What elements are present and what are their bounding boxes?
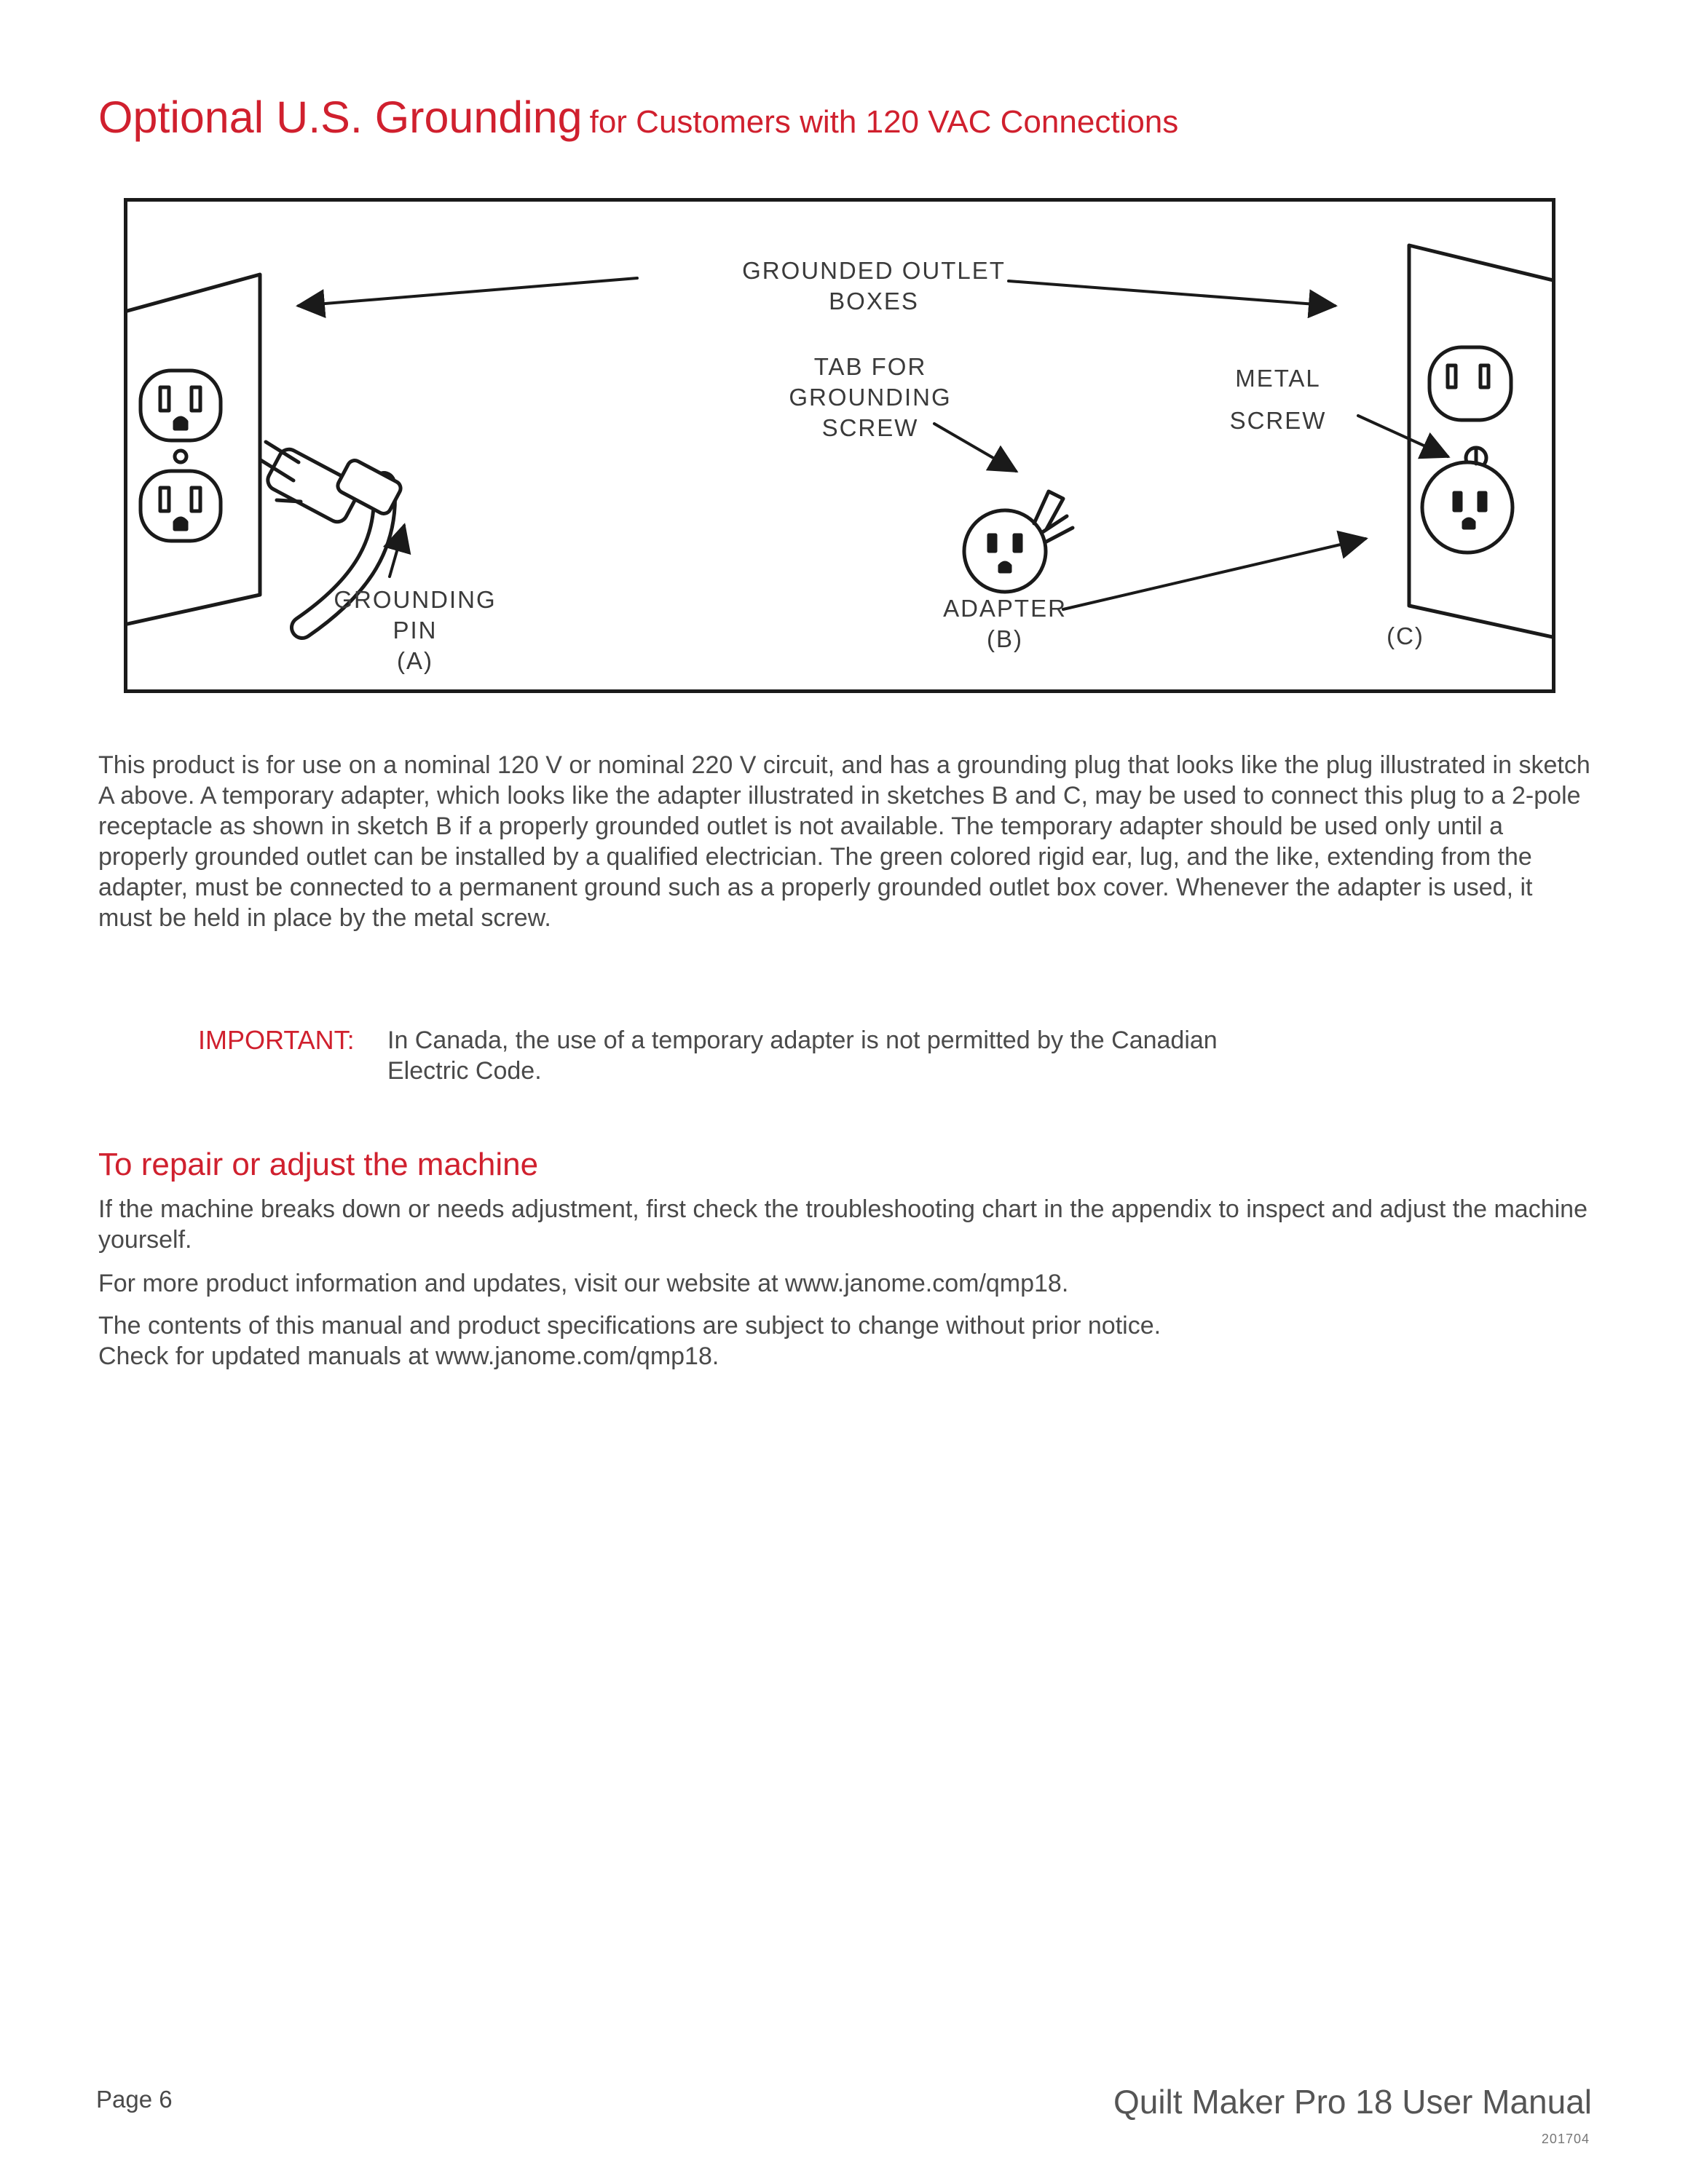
important-label: IMPORTANT: [198, 1025, 355, 1055]
repair-heading: To repair or adjust the machine [98, 1147, 539, 1182]
repair-paragraph-3-line1: The contents of this manual and product specifications are subject to change without prior notice. [98, 1312, 1162, 1340]
label-pin: PIN [393, 617, 438, 644]
figure-arrows [299, 278, 1448, 609]
outlet-left-illustration [127, 274, 260, 624]
label-sketch-a: (A) [397, 647, 433, 674]
page-title [98, 92, 1178, 143]
adapter-b-illustration [964, 491, 1073, 592]
important-text: In Canada, the use of a temporary adapter is not permitted by the Canadian Electric Code. [387, 1026, 1218, 1085]
label-tab-line3: SCREW [821, 414, 919, 441]
repair-paragraph-3 [98, 1310, 1591, 1372]
label-adapter-b [918, 593, 1092, 654]
label-tab-line1: TAB FOR [813, 353, 927, 380]
label-grounded-outlet: GROUNDED OUTLET [742, 257, 1006, 284]
document-code: 201704 [1541, 2132, 1590, 2146]
label-grounding: GROUNDING [334, 586, 497, 613]
repair-paragraph-3-line2: Check for updated manuals at www.janome.com/qmp18. [98, 1342, 719, 1370]
label-boxes: BOXES [829, 288, 919, 314]
title-main: Optional U.S. Grounding [98, 92, 583, 142]
label-grounded-outlet-boxes [710, 256, 1038, 317]
label-sketch-c: (C) [1387, 622, 1424, 649]
page-number: Page 6 [96, 2086, 173, 2113]
repair-paragraph-1: If the machine breaks down or needs adjustment, first check the troubleshooting chart in the appendix to inspect and adjust the machine yourself. [98, 1195, 1588, 1254]
manual-title: Quilt Maker Pro 18 User Manual [1113, 2083, 1592, 2121]
label-metal: METAL [1235, 365, 1321, 392]
grounding-paragraph: This product is for use on a nominal 120 V or nominal 220 V circuit, and has a grounding plug that looks like the plug illustrated in sketch A above. A temporary adapter, which looks like the adapter illustrated in sketches B and C, may be used to connect this plug to a 2-pole receptacle as shown in sketch B if a properly grounded outlet is not available. The temporary adapter should be used only until a properly grounded outlet can be installed by a qualified electrician. The green colored rigid ear, lug, and the like, extending from the adapter, must be connected to a permanent ground such as a properly grounded outlet box cover. Whenever the adapter is used, it must be held in place by the metal screw. [98, 751, 1590, 932]
label-tab-grounding-screw [725, 352, 1016, 443]
label-tab-line2: GROUNDING [789, 384, 952, 411]
label-sketch-b: (B) [987, 625, 1023, 652]
important-note [198, 1025, 1290, 1086]
grounding-figure [124, 198, 1555, 693]
label-grounding-pin-a [313, 585, 517, 676]
label-adapter: ADAPTER [943, 595, 1067, 622]
title-subtitle: for Customers with 120 VAC Connections [589, 104, 1179, 140]
label-screw: SCREW [1229, 407, 1327, 434]
repair-paragraph-2: For more product information and updates, visit our website at www.janome.com/qmp18. [98, 1270, 1069, 1297]
outlet-right-illustration [1409, 245, 1555, 638]
